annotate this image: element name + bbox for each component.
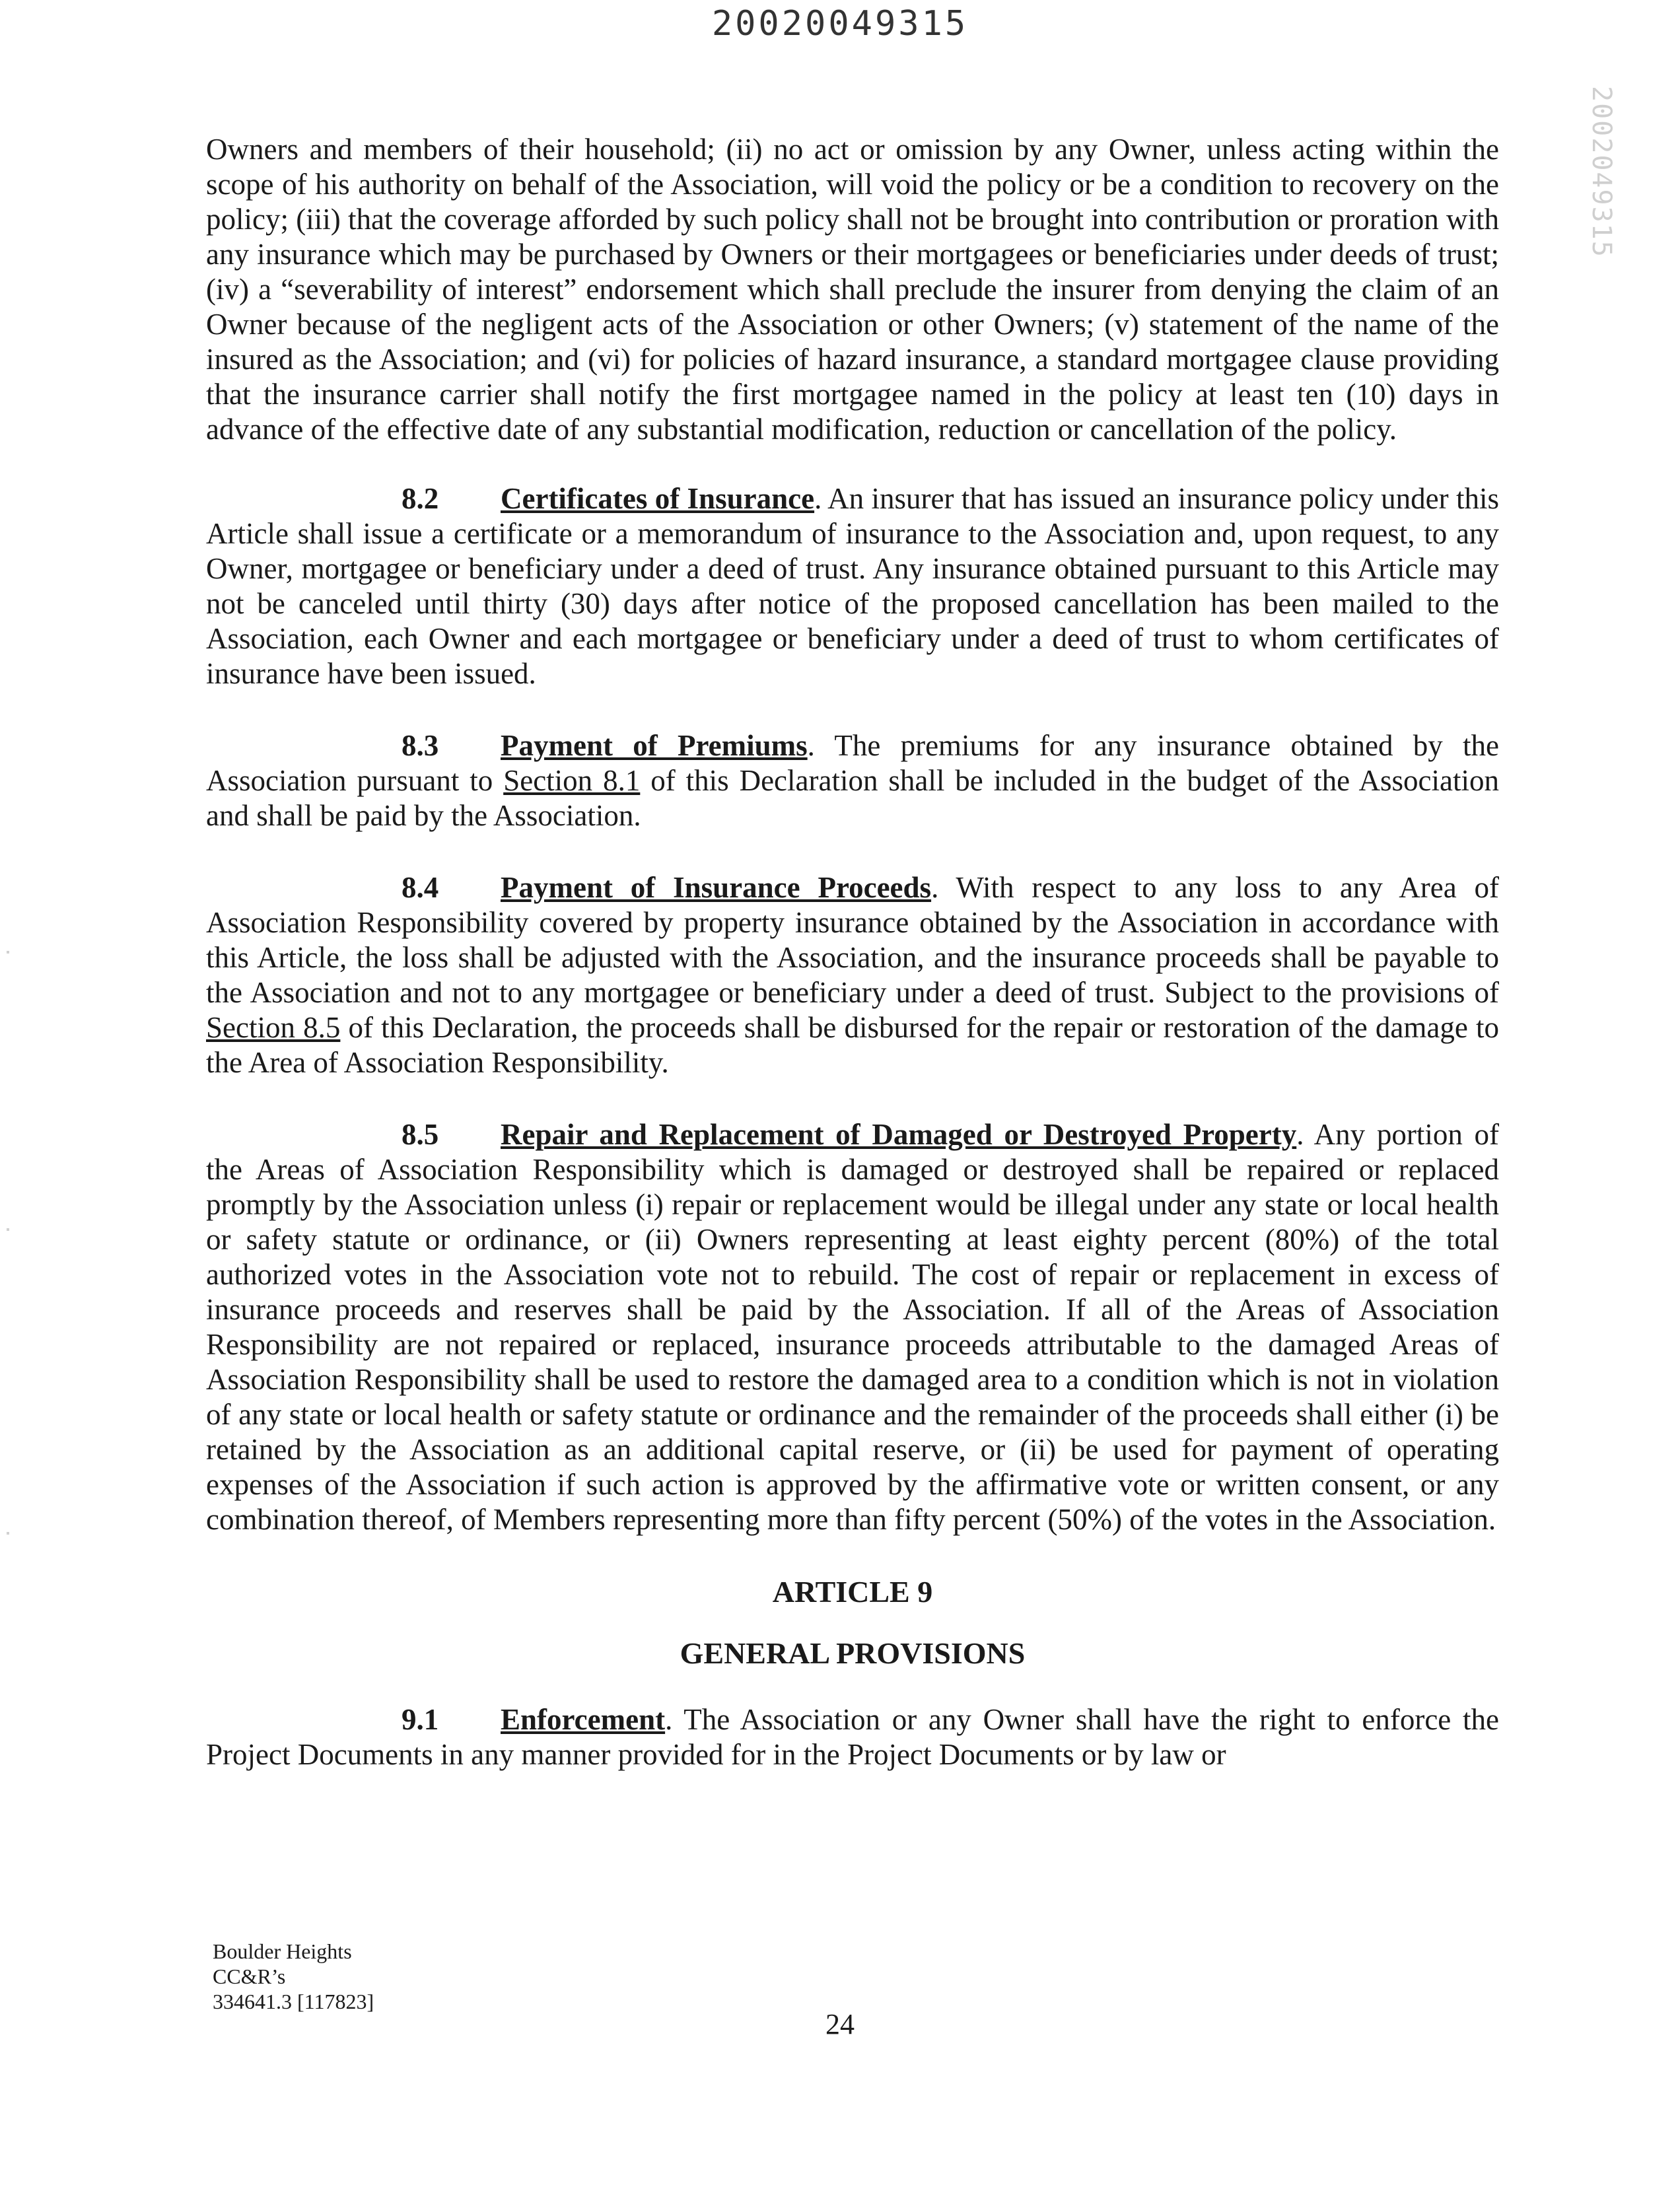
margin-mark: [7, 951, 9, 954]
section-reference: Section 8.5: [206, 1011, 341, 1044]
section-title: Payment of Insurance Proceeds: [501, 871, 932, 904]
section-title: Payment of Premiums: [501, 729, 808, 762]
section-number: 8.5: [402, 1118, 439, 1151]
margin-mark: [7, 1532, 9, 1535]
document-body: [206, 132, 1499, 1809]
document-number: 20020049315: [711, 4, 969, 44]
section-text: of this Declaration shall be included in the budget of the Association and shall be paid by the Association.: [206, 764, 1499, 832]
section-8-2: [206, 481, 1499, 691]
section-text: . Any portion of the Areas of Association Responsibility which is damaged or destroyed shall be repaired or replaced promptly by the Association unless (i) repair or replacement would be illegal under any state or local health or safety statute or ordinance, or (ii) Owners representing at least eighty percent (80%) of the total authorized votes in the Association vote not to rebuild. The cost of repair or replacement in excess of insurance proceeds and reserves shall be paid by the Association. If all of the Areas of Association Responsibility are not repaired or replaced, insurance proceeds attributable to the damaged Areas of Association Responsibility shall be used to restore the damaged area to a condition which is not in violation of any state or local health or safety statute or ordinance and the remainder of the proceeds shall either (i) be retained by the Association as an additional capital reserve, or (ii) be used for payment of operating expenses of the Association if such action is approved by the affirmative vote or written consent, or any combination thereof, of Members representing more than fifty percent (50%) of the votes in the Association.: [206, 1118, 1499, 1536]
side-stamp: 2002049315: [1586, 86, 1617, 258]
document-footer: [213, 1939, 374, 2014]
section-title: Certificates of Insurance: [501, 482, 815, 515]
section-number: 8.4: [402, 871, 439, 904]
section-9-1: [206, 1702, 1499, 1772]
section-text: . An insurer that has issued an insurance policy under this Article shall issue a certificate or a memorandum of insurance to the Association and, upon request, to any Owner, mortgagee or beneficiary under a deed of trust. Any insurance obtained pursuant to this Article may not be canceled until thirty (30) days after notice of the proposed cancellation has been mailed to the Association, each Owner and each mortgagee or beneficiary under a deed of trust to whom certificates of insurance have been issued.: [206, 482, 1499, 690]
section-text: of this Declaration, the proceeds shall be disbursed for the repair or restoration of the damage to the Area of Association Responsibility.: [206, 1011, 1499, 1079]
section-text: . The Association or any Owner shall have the right to enforce the Project Documents in any manner provided for in the Project Documents or by law or: [206, 1703, 1499, 1771]
section-8-4: [206, 870, 1499, 1080]
section-8-5: [206, 1117, 1499, 1537]
section-number: 9.1: [402, 1703, 439, 1736]
margin-mark: [7, 1228, 9, 1231]
section-8-3: [206, 728, 1499, 833]
article-heading: ARTICLE 9: [772, 1575, 933, 1609]
intro-paragraph: Owners and members of their household; (ii) no act or omission by any Owner, unless acting within the scope of his authority on behalf of the Association, will void the policy or be a condition to recovery on the policy; (iii) that the coverage afforded by such policy shall not be brought into contribution or proration with any insurance which may be purchased by Owners or their mortgagees or beneficiaries under deeds of trust; (iv) a “severability of interest” endorsement which shall preclude the insurer from denying the claim of an Owner because of the negligent acts of the Association or other Owners; (v) statement of the name of the insured as the Association; and (vi) for policies of hazard insurance, a standard mortgagee clause providing that the insurance carrier shall notify the first mortgagee named in the policy at least ten (10) days in advance of the effective date of any substantial modification, reduction or cancellation of the policy.: [206, 133, 1499, 446]
section-title: Enforcement: [501, 1703, 666, 1736]
section-title: Repair and Replacement of Damaged or Destroyed Property: [501, 1118, 1297, 1151]
section-reference: Section 8.1: [503, 764, 641, 797]
section-number: 8.3: [402, 729, 439, 762]
section-number: 8.2: [402, 482, 439, 515]
section-text: . The premiums for any insurance obtained by the Association pursuant to: [206, 729, 1500, 797]
page-number: 24: [825, 2008, 855, 2040]
article-title: GENERAL PROVISIONS: [680, 1636, 1026, 1670]
footer-doc-type: CC&R’s: [213, 1964, 286, 1988]
footer-doc-id: 334641.3 [117823]: [213, 1990, 374, 2013]
footer-project-name: Boulder Heights: [213, 1939, 352, 1963]
section-text: . With respect to any loss to any Area of Association Responsibility covered by property insurance obtained by the Association in accordance with this Article, the loss shall be adjusted with the Association, and the insurance proceeds shall be payable to the Association and not to any mortgagee or beneficiary under a deed of trust. Subject to the provisions of: [206, 871, 1499, 1009]
